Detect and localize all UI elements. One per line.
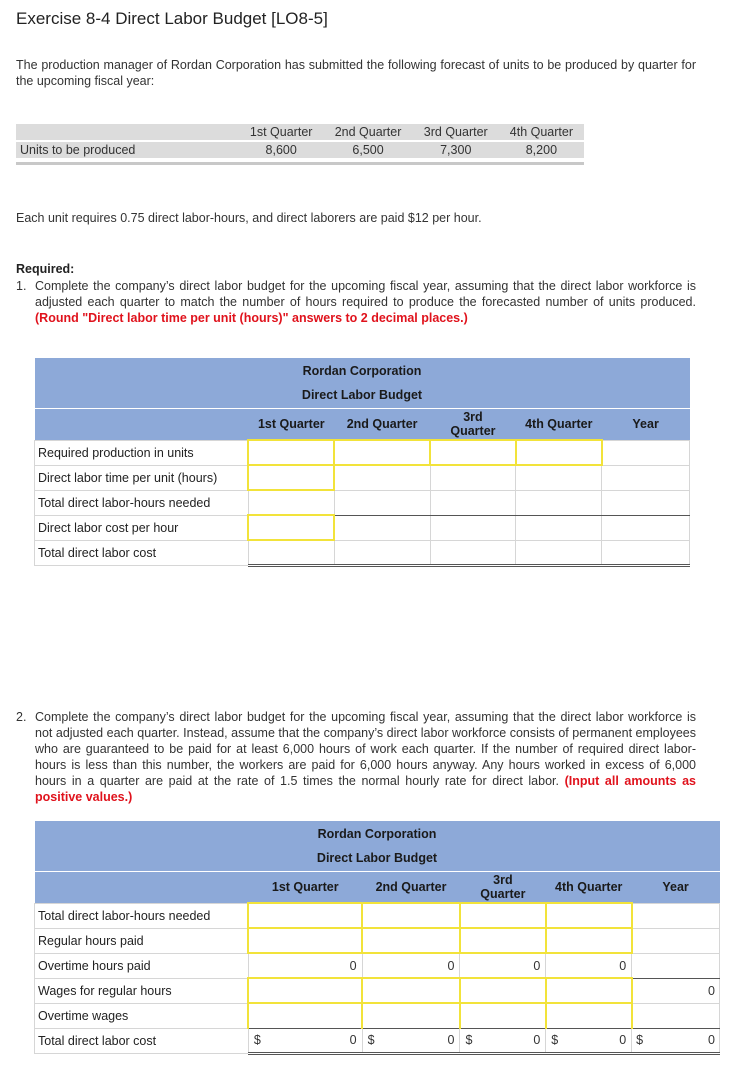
labor-rate-paragraph: Each unit requires 0.75 direct labor-hours, and direct laborers are paid $12 per hour. (16, 211, 482, 225)
budget1-col-q1: 1st Quarter (248, 408, 334, 440)
b1-required-production-q4-input[interactable] (516, 440, 602, 465)
budget2-col-q3: 3rd Quarter (460, 871, 546, 903)
b1-required-production-q1-input[interactable] (248, 440, 334, 465)
budget1-col-q4: 4th Quarter (516, 408, 602, 440)
b2-overtime-hours-q4: 0 (546, 953, 632, 978)
b1-total-hours-year (602, 490, 690, 515)
b2-regular-hours-q3-input[interactable] (460, 928, 546, 953)
dollar-sign: $ (551, 1033, 559, 1047)
budget2-row-total-cost: Total direct labor cost (35, 1028, 249, 1053)
units-value-q2: 6,500 (323, 141, 412, 158)
units-header-q3: 3rd Quarter (413, 124, 499, 141)
budget1-row-cost-per-hour: Direct labor cost per hour (35, 515, 249, 540)
b2-regular-wages-q1-input[interactable] (248, 978, 362, 1003)
b1-cost-per-hour-q4 (516, 515, 602, 540)
b2-total-cost-q4: $ 0 (546, 1028, 632, 1053)
question-2-note: (Input all amounts as positive values.) (35, 774, 696, 804)
budget1-col-q2: 2nd Quarter (334, 408, 430, 440)
b2-overtime-hours-q3: 0 (460, 953, 546, 978)
dollar-sign: $ (465, 1033, 473, 1047)
b1-total-cost-year (602, 540, 690, 565)
b2-total-hours-q1-input[interactable] (248, 903, 362, 928)
question-1-note: (Round "Direct labor time per unit (hours)" answers to 2 decimal places.) (35, 311, 468, 325)
b2-overtime-wages-q4-input[interactable] (546, 1003, 632, 1028)
units-header-q1: 1st Quarter (239, 124, 323, 141)
b1-total-hours-q3 (430, 490, 516, 515)
question-2 (16, 709, 696, 805)
b1-cost-per-hour-q1-input[interactable] (248, 515, 334, 540)
dollar-sign: $ (253, 1033, 261, 1047)
page-title: Exercise 8-4 Direct Labor Budget [LO8-5] (16, 9, 328, 28)
b2-total-cost-q3: $ 0 (460, 1028, 546, 1053)
required-label: Required: (16, 262, 75, 276)
budget2-row-regular-wages: Wages for regular hours (35, 978, 249, 1003)
b1-total-cost-q1 (248, 540, 334, 565)
b2-overtime-wages-q3-input[interactable] (460, 1003, 546, 1028)
b2-overtime-wages-year (632, 1003, 720, 1028)
b1-cost-per-hour-q3 (430, 515, 516, 540)
direct-labor-budget-1 (34, 358, 690, 567)
b1-cost-per-hour-year (602, 515, 690, 540)
b1-total-cost-q4 (516, 540, 602, 565)
b2-regular-hours-q4-input[interactable] (546, 928, 632, 953)
question-1-number: 1. (16, 279, 27, 293)
b1-time-per-unit-q2 (334, 465, 430, 490)
dollar-sign: $ (636, 1033, 644, 1047)
b2-total-hours-q4-input[interactable] (546, 903, 632, 928)
b2-overtime-wages-q2-input[interactable] (362, 1003, 460, 1028)
b2-overtime-wages-q1-input[interactable] (248, 1003, 362, 1028)
budget2-row-total-hours: Total direct labor-hours needed (35, 903, 249, 928)
units-header-q2: 2nd Quarter (323, 124, 412, 141)
b1-required-production-q3-input[interactable] (430, 440, 516, 465)
b2-total-hours-q3-input[interactable] (460, 903, 546, 928)
budget2-col-q1: 1st Quarter (248, 871, 362, 903)
b1-time-per-unit-year (602, 465, 690, 490)
b2-overtime-hours-q2: 0 (362, 953, 460, 978)
b1-total-cost-q2 (334, 540, 430, 565)
question-1-text: Complete the company’s direct labor budget for the upcoming fiscal year, assuming that the direct labor workforce is adjusted each quarter to match the number of hours required to produce the forecasted number of units produced. (35, 279, 696, 309)
units-row-label: Units to be produced (16, 141, 239, 158)
b1-cost-per-hour-q2 (334, 515, 430, 540)
budget2-row-overtime-hours: Overtime hours paid (35, 953, 249, 978)
units-value-q1: 8,600 (239, 141, 323, 158)
b2-regular-hours-q2-input[interactable] (362, 928, 460, 953)
budget1-company: Rordan Corporation (35, 358, 690, 383)
budget2-col-q4: 4th Quarter (546, 871, 632, 903)
b1-total-hours-q4 (516, 490, 602, 515)
question-1 (16, 278, 696, 326)
b2-total-cost-q1: $ 0 (248, 1028, 362, 1053)
question-2-text: Complete the company’s direct labor budget for the upcoming fiscal year, assuming that the direct labor workforce is not adjusted each quarter. Instead, assume that the company’s direct labor workforce consists of permanent employees who are guaranteed to be paid for at least 6,000 hours of work each quarter. If the number of required direct labor-hours is less than this number, the workers are paid for 6,000 hours anyway. Any hours worked in excess of 6,000 hours in a quarter are paid at the rate of 1.5 times the normal hourly rate for direct labor. (35, 710, 696, 788)
b1-time-per-unit-q3 (430, 465, 516, 490)
units-value-q3: 7,300 (413, 141, 499, 158)
b2-total-hours-q2-input[interactable] (362, 903, 460, 928)
b1-total-cost-q3 (430, 540, 516, 565)
b2-regular-wages-q3-input[interactable] (460, 978, 546, 1003)
budget1-col-year: Year (602, 408, 690, 440)
dollar-sign: $ (367, 1033, 375, 1047)
b2-regular-wages-q4-input[interactable] (546, 978, 632, 1003)
b1-time-per-unit-q4 (516, 465, 602, 490)
units-forecast-table (16, 124, 584, 158)
b2-regular-wages-q2-input[interactable] (362, 978, 460, 1003)
budget1-col-q3: 3rd Quarter (430, 408, 516, 440)
b2-total-cost-year: $ 0 (632, 1028, 720, 1053)
units-value-q4: 8,200 (499, 141, 584, 158)
b2-overtime-hours-year (632, 953, 720, 978)
b1-total-hours-q2 (334, 490, 430, 515)
b1-total-hours-q1 (248, 490, 334, 515)
budget2-row-regular-hours: Regular hours paid (35, 928, 249, 953)
budget2-row-overtime-wages: Overtime wages (35, 1003, 249, 1028)
budget2-subtitle: Direct Labor Budget (35, 846, 720, 871)
budget1-row-required-production: Required production in units (35, 440, 249, 465)
budget2-company: Rordan Corporation (35, 821, 720, 846)
budget1-row-total-hours: Total direct labor-hours needed (35, 490, 249, 515)
intro-paragraph: The production manager of Rordan Corporation has submitted the following forecast of units to be produced by quarter for the upcoming fiscal year: (16, 58, 696, 88)
units-header-q4: 4th Quarter (499, 124, 584, 141)
b2-total-cost-q2: $ 0 (362, 1028, 460, 1053)
b2-regular-hours-q1-input[interactable] (248, 928, 362, 953)
budget1-subtitle: Direct Labor Budget (35, 383, 690, 408)
b2-overtime-hours-q1: 0 (248, 953, 362, 978)
question-2-number: 2. (16, 710, 27, 724)
b1-time-per-unit-q1-input[interactable] (248, 465, 334, 490)
budget1-row-total-cost: Total direct labor cost (35, 540, 249, 565)
direct-labor-budget-2 (34, 821, 720, 1055)
b1-required-production-year (602, 440, 690, 465)
units-table-divider (16, 162, 584, 165)
b1-required-production-q2-input[interactable] (334, 440, 430, 465)
b2-regular-hours-year (632, 928, 720, 953)
budget2-col-year: Year (632, 871, 720, 903)
budget1-row-time-per-unit: Direct labor time per unit (hours) (35, 465, 249, 490)
budget2-col-q2: 2nd Quarter (362, 871, 460, 903)
b2-regular-wages-year: 0 (632, 978, 720, 1003)
b2-total-hours-year (632, 903, 720, 928)
